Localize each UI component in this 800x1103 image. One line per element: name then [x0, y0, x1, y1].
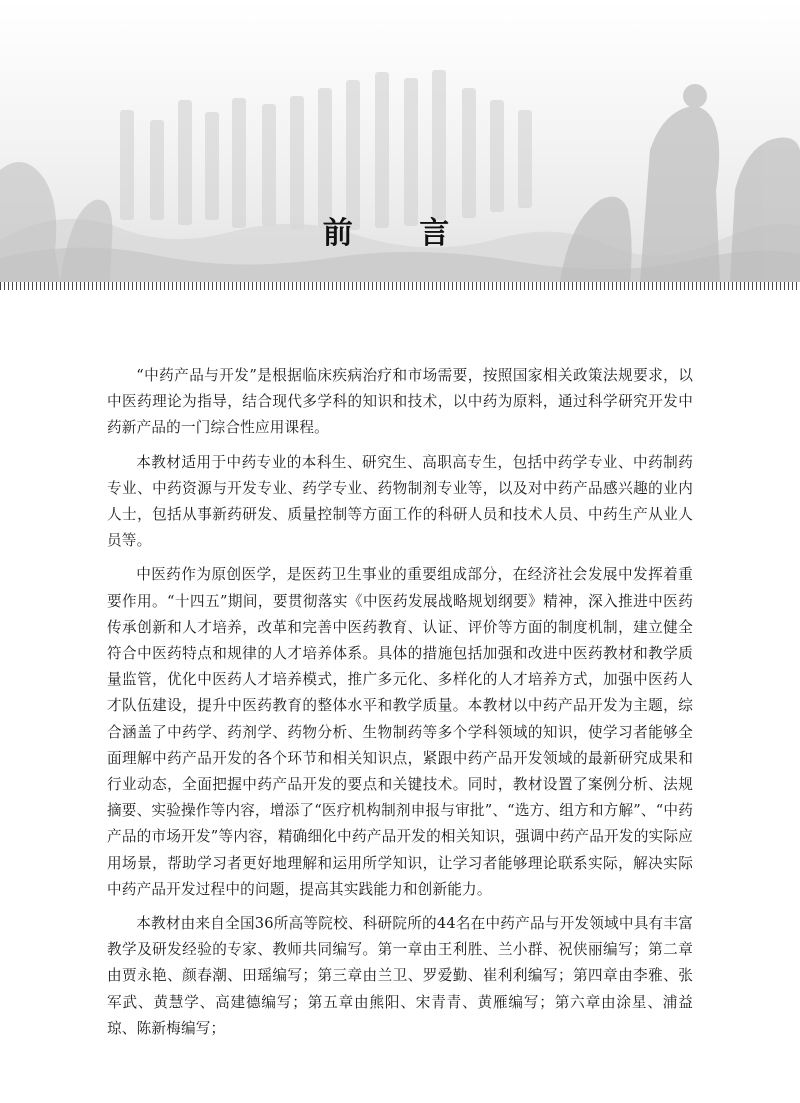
header-banner: [0, 0, 800, 282]
paragraph: 本教材适用于中药专业的本科生、研究生、高职高专生，包括中药学专业、中药制药专业、中药资源与开发专业、药学专业、药物制剂专业等，以及对中药产品感兴趣的业内人士，包括从事新药研发、质量控制等方面工作的科研人员和技术人员、中药生产从业人员等。: [107, 453, 693, 550]
paragraph: 中医药作为原创医学，是医药卫生事业的重要组成部分，在经济社会发展中发挥着重要作用。“十四五”期间，要贯彻落实《中医药发展战略规划纲要》精神，深入推进中医药传承创新和人才培养，改革和完善中医药教育、认证、评价等方面的制度机制，建立健全符合中医药特点和规律的人才培养体系。具体的措施包括加强和改进中医药教材和教学质量监管，优化中医药人才培养模式，推广多元化、多样化的人才培养方式，加强中医药人才队伍建设，提升中医药教育的整体水平和教学质量。本教材以中药产品开发为主题，综合涵盖了中药学、药剂学、药物分析、生物制药等多个学科领域的知识，使学习者能够全面理解中药产品开发的各个环节和相关知识点，紧跟中药产品开发领域的最新研究成果和行业动态，全面把握中药产品开发的要点和关键技术。同时，教材设置了案例分析、法规摘要、实验操作等内容，增添了“医疗机构制剂申报与审批”、“选方、组方和方解”、“中药产品的市场开发”等内容，精确细化中药产品开发的相关知识，强调中药产品开发的实际应用场景，帮助学习者更好地理解和运用所学知识，让学习者能够理论联系实际，解决实际中药产品开发过程中的问题，提高其实践能力和创新能力。: [107, 566, 693, 898]
paragraph: 本教材由来自全国36所高等院校、科研院所的44名在中药产品与开发领域中具有丰富教学及研发经验的专家、教师共同编写。第一章由王利胜、兰小群、祝侠丽编写；第二章由贾永艳、颜春潮、田瑶编写；第三章由兰卫、罗爱勤、崔利利编写；第四章由李雅、张军武、黄慧学、高建德编写；第五章由熊阳、宋青青、黄雁编写；第六章由涂星、浦益琼、陈新梅编写；: [107, 915, 693, 1037]
preface-body: [107, 363, 693, 1050]
dotted-divider: [0, 282, 800, 290]
paragraph: “中药产品与开发”是根据临床疾病治疗和市场需要，按照国家相关政策法规要求，以中医药理论为指导，结合现代多学科的知识和技术，以中药为原料，通过科学研究开发中药新产品的一门综合性应用课程。: [107, 367, 693, 437]
page-title: 前 言: [322, 216, 478, 251]
